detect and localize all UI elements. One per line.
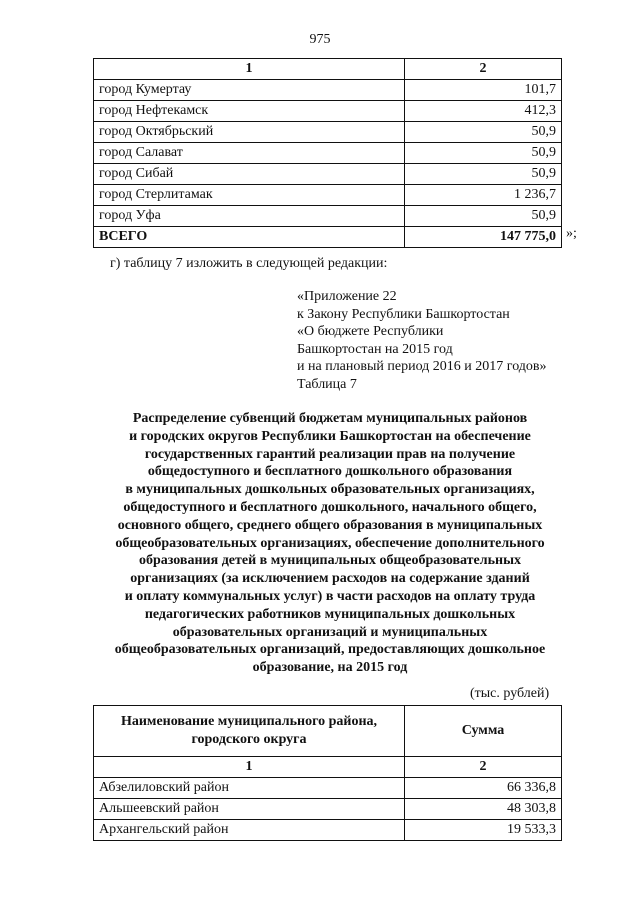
title-line: и городских округов Республики Башкортостан на обеспечение — [129, 428, 531, 444]
row-value: 19 533,3 — [405, 820, 562, 841]
row-name: город Нефтекамск — [94, 101, 405, 122]
row-value: 50,9 — [405, 143, 562, 164]
row-value: 101,7 — [405, 80, 562, 101]
table-row — [94, 143, 562, 164]
row-name: Архангельский район — [94, 820, 405, 841]
row-value: 50,9 — [405, 164, 562, 185]
row-value: 66 336,8 — [405, 778, 562, 799]
row-name: город Сибай — [94, 164, 405, 185]
row-name: город Салават — [94, 143, 405, 164]
row-name: город Кумертау — [94, 80, 405, 101]
title-line: педагогических работников муниципальных дошкольных — [144, 606, 516, 622]
appendix-line: Таблица 7 — [297, 376, 357, 392]
appendix-header — [297, 288, 547, 393]
table-row — [94, 80, 562, 101]
total-value: 147 775,0 — [405, 227, 562, 248]
header-line: городского округа — [191, 732, 307, 747]
title-line: общеобразовательных организаций, предоставляющих дошкольное — [114, 642, 546, 658]
row-name: город Октябрьский — [94, 122, 405, 143]
appendix-line: и на плановый период 2016 и 2017 годов» — [297, 359, 547, 374]
table-row — [94, 164, 562, 185]
instruction-text: г) таблицу 7 изложить в следующей редакции: — [110, 256, 388, 271]
header-line: Наименование муниципального района, — [120, 714, 378, 729]
title-line: организациях (за исключением расходов на содержание зданий — [130, 571, 530, 587]
title-line: образования детей в муниципальных общеобразовательных — [138, 553, 522, 569]
column-number: 1 — [94, 59, 405, 80]
row-value: 50,9 — [405, 206, 562, 227]
previous-table — [93, 58, 562, 248]
row-value: 1 236,7 — [405, 185, 562, 206]
column-number: 1 — [94, 757, 405, 778]
table-row — [94, 206, 562, 227]
row-value: 50,9 — [405, 122, 562, 143]
table-row — [94, 778, 562, 799]
table-header-row — [94, 706, 562, 757]
column-number: 2 — [405, 757, 562, 778]
table-row — [94, 122, 562, 143]
document-title — [80, 410, 580, 677]
title-line: образование, на 2015 год — [252, 660, 408, 676]
row-value: 48 303,8 — [405, 799, 562, 820]
row-name: город Стерлитамак — [94, 185, 405, 206]
page-number: 975 — [309, 32, 331, 47]
title-line: образовательных организаций и муниципальных — [172, 624, 488, 640]
title-line: основного общего, среднего общего образования в муниципальных — [117, 517, 543, 533]
appendix-line: к Закону Республики Башкортостан — [297, 306, 510, 322]
table-row — [94, 185, 562, 206]
title-line: в муниципальных дошкольных образовательных организациях, — [125, 482, 535, 498]
closing-quote: »; — [566, 226, 577, 241]
table-row — [94, 820, 562, 841]
title-line: государственных гарантий реализации прав на получение — [144, 446, 516, 462]
appendix-line: «О бюджете Республики — [297, 324, 444, 339]
row-name: Альшеевский район — [94, 799, 405, 820]
title-line: общеобразовательных организациях, обеспечение дополнительного — [115, 535, 545, 551]
row-name: Абзелиловский район — [94, 778, 405, 799]
appendix-line: Башкортостан на 2015 год — [297, 341, 453, 357]
title-line: Распределение субвенций бюджетам муниципальных районов — [132, 411, 528, 426]
table-row — [94, 799, 562, 820]
row-value: 412,3 — [405, 101, 562, 122]
table-row — [94, 101, 562, 122]
column-header-name — [94, 706, 405, 757]
column-header-sum: Сумма — [405, 706, 562, 757]
column-number: 2 — [405, 59, 562, 80]
row-name: город Уфа — [94, 206, 405, 227]
total-label: ВСЕГО — [94, 227, 405, 248]
title-line: общедоступного и бесплатного дошкольного образования — [147, 464, 513, 480]
title-line: общедоступного и бесплатного дошкольного, начального общего, — [123, 499, 537, 515]
subventions-table — [93, 705, 562, 841]
table-header-row — [94, 59, 562, 80]
units-label: (тыс. рублей) — [470, 686, 550, 701]
column-numbers-row — [94, 757, 562, 778]
total-row — [94, 227, 562, 248]
appendix-line: «Приложение 22 — [297, 289, 397, 304]
title-line: и оплату коммунальных услуг) в части расходов на оплату труда — [124, 588, 536, 604]
